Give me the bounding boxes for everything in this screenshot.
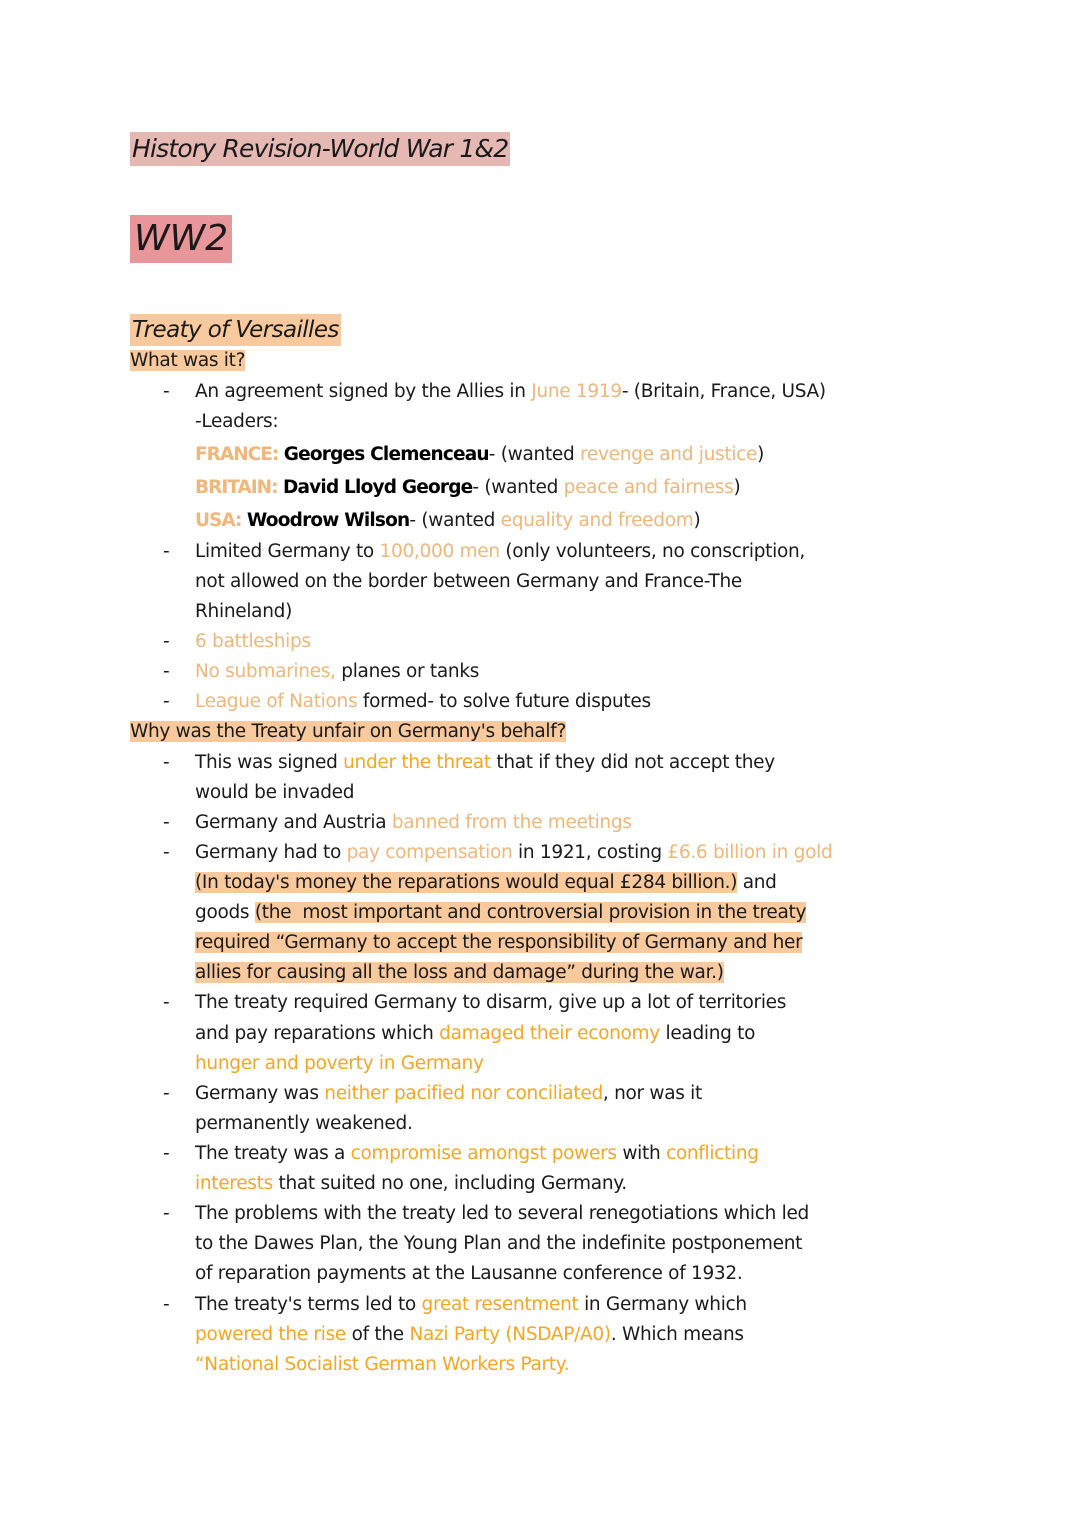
key-term: powered the rise	[195, 1324, 346, 1345]
text-segment: in Germany which	[578, 1294, 747, 1315]
key-term: conflicting	[665, 1143, 759, 1164]
key-term: £6.6 billion in gold	[667, 842, 833, 863]
note-line	[195, 1110, 413, 1138]
text-segment: and	[737, 872, 777, 893]
key-term: League of Nations	[195, 691, 358, 712]
note-line	[195, 598, 292, 626]
text-segment: in 1921, costing	[512, 842, 668, 863]
note-line	[195, 1230, 802, 1258]
key-term: June 1919	[531, 381, 622, 402]
key-term: compromise amongst powers	[350, 1143, 617, 1164]
note-line	[195, 1140, 759, 1168]
note-line	[195, 899, 806, 927]
note-line	[195, 989, 786, 1017]
note-line	[195, 1321, 744, 1349]
key-term: banned from the meetings	[391, 812, 632, 833]
bullet-dash: -	[163, 541, 170, 562]
text-segment: -Leaders:	[195, 411, 279, 432]
text-segment: Germany was	[195, 1083, 325, 1104]
note-line	[195, 441, 764, 469]
note-line	[195, 507, 700, 535]
highlighted-text: (the most important and controversial provision in the treaty	[254, 902, 807, 923]
text-segment: )	[733, 477, 741, 498]
text-segment: Germany and Austria	[195, 812, 392, 833]
bullet-dash: -	[163, 1143, 170, 1164]
bullet-dash: -	[163, 842, 170, 863]
note-line	[195, 749, 775, 777]
text-segment: (only volunteers, no conscription,	[499, 541, 805, 562]
bullet-dash: -	[163, 1083, 170, 1104]
question-heading	[130, 347, 245, 375]
highlighted-text: What was it?	[130, 350, 246, 371]
section-heading: WW2	[130, 215, 232, 263]
leader-name: Georges Clemenceau	[283, 444, 489, 465]
text-segment: Germany had to	[195, 842, 347, 863]
key-term: 100,000 men	[379, 541, 500, 562]
note-line	[195, 688, 651, 716]
text-segment: - (wanted	[409, 510, 501, 531]
note-line	[195, 869, 777, 897]
text-segment: with	[616, 1143, 666, 1164]
text-segment: formed- to solve future disputes	[357, 691, 651, 712]
text-segment: that if they did not accept they	[490, 752, 775, 773]
text-segment: )	[693, 510, 701, 531]
key-term: No submarines,	[195, 661, 342, 682]
note-line	[195, 1170, 627, 1198]
text-segment: and pay reparations which	[195, 1023, 440, 1044]
note-line	[195, 929, 802, 957]
text-segment: - (wanted	[472, 477, 564, 498]
country-label: FRANCE:	[195, 444, 284, 465]
note-line	[195, 959, 724, 987]
text-segment: The treaty was a	[195, 1143, 351, 1164]
bullet-dash: -	[163, 992, 170, 1013]
text-segment: An agreement signed by the Allies in	[195, 381, 532, 402]
text-segment: Rhineland)	[195, 601, 292, 622]
text-segment: of reparation payments at the Lausanne conference of 1932.	[195, 1263, 743, 1284]
bullet-dash: -	[163, 812, 170, 833]
text-segment: of the	[346, 1324, 410, 1345]
text-segment: goods	[195, 902, 255, 923]
key-term: hunger and poverty in Germany	[195, 1053, 484, 1074]
note-line	[195, 1260, 742, 1288]
note-line	[195, 658, 479, 686]
text-segment: )	[757, 444, 765, 465]
text-segment: The treaty's terms led to	[195, 1294, 422, 1315]
subheading: Treaty of Versailles	[130, 314, 341, 346]
highlighted-text: (In today's money the reparations would equal £284 billion.)	[195, 872, 738, 893]
country-label: BRITAIN:	[195, 477, 283, 498]
text-segment: to the Dawes Plan, the Young Plan and the indefinite postponement	[195, 1233, 803, 1254]
note-line	[195, 809, 632, 837]
text-segment: . Which means	[610, 1324, 744, 1345]
key-term: under the threat	[343, 752, 491, 773]
key-term: neither pacified nor conciliated	[324, 1083, 603, 1104]
text-segment: Limited Germany to	[195, 541, 380, 562]
leader-name: David Lloyd George	[282, 477, 473, 498]
text-segment: - (Britain, France, USA)	[621, 381, 826, 402]
key-term: peace and fairness	[563, 477, 734, 498]
text-segment: The treaty required Germany to disarm, give up a lot of territories	[195, 992, 787, 1013]
key-term: revenge and justice	[580, 444, 758, 465]
bullet-dash: -	[163, 1203, 170, 1224]
note-line	[195, 538, 805, 566]
key-term: great resentment	[421, 1294, 579, 1315]
country-label: USA:	[195, 510, 247, 531]
question-heading	[130, 718, 566, 746]
text-segment: permanently weakened.	[195, 1113, 413, 1134]
text-segment: This was signed	[195, 752, 344, 773]
note-line	[195, 779, 354, 807]
bullet-dash: -	[163, 1294, 170, 1315]
bullet-dash: -	[163, 661, 170, 682]
highlighted-text: allies for causing all the loss and damage” during the war.)	[195, 962, 724, 983]
text-segment: - (wanted	[488, 444, 581, 465]
note-line	[195, 628, 311, 656]
key-term: 6 battleships	[195, 631, 311, 652]
text-segment: , nor was it	[602, 1083, 702, 1104]
text-segment: not allowed on the border between Germany and France-The	[195, 571, 742, 592]
key-term: equality and freedom	[500, 510, 694, 531]
note-line	[195, 839, 832, 867]
note-line	[195, 1080, 702, 1108]
key-term: Nazi Party (NSDAP/A0)	[409, 1324, 611, 1345]
highlighted-text: required “Germany to accept the responsibility of Germany and her	[195, 932, 803, 953]
key-term: pay compensation	[346, 842, 513, 863]
text-segment: that suited no one, including Germany.	[272, 1173, 627, 1194]
bullet-dash: -	[163, 381, 170, 402]
note-line	[195, 378, 826, 406]
note-line	[195, 1291, 747, 1319]
text-segment: The problems with the treaty led to several renegotiations which led	[195, 1203, 809, 1224]
note-line	[195, 1050, 484, 1078]
text-segment: would be invaded	[195, 782, 355, 803]
note-line	[195, 1020, 755, 1048]
bullet-dash: -	[163, 691, 170, 712]
key-term: interests	[195, 1173, 273, 1194]
document-title: History Revision-World War 1&2	[130, 132, 510, 166]
key-term: “National Socialist German Workers Party.	[195, 1354, 570, 1375]
bullet-dash: -	[163, 631, 170, 652]
note-line	[195, 1351, 569, 1379]
highlighted-text: Why was the Treaty unfair on Germany's behalf?	[130, 721, 566, 742]
text-segment: planes or tanks	[341, 661, 480, 682]
leader-name: Woodrow Wilson	[246, 510, 410, 531]
bullet-dash: -	[163, 752, 170, 773]
text-segment: leading to	[659, 1023, 756, 1044]
note-line	[195, 1200, 809, 1228]
note-line	[195, 568, 742, 596]
note-line	[195, 474, 740, 502]
key-term: damaged their economy	[439, 1023, 660, 1044]
note-line	[195, 408, 278, 436]
